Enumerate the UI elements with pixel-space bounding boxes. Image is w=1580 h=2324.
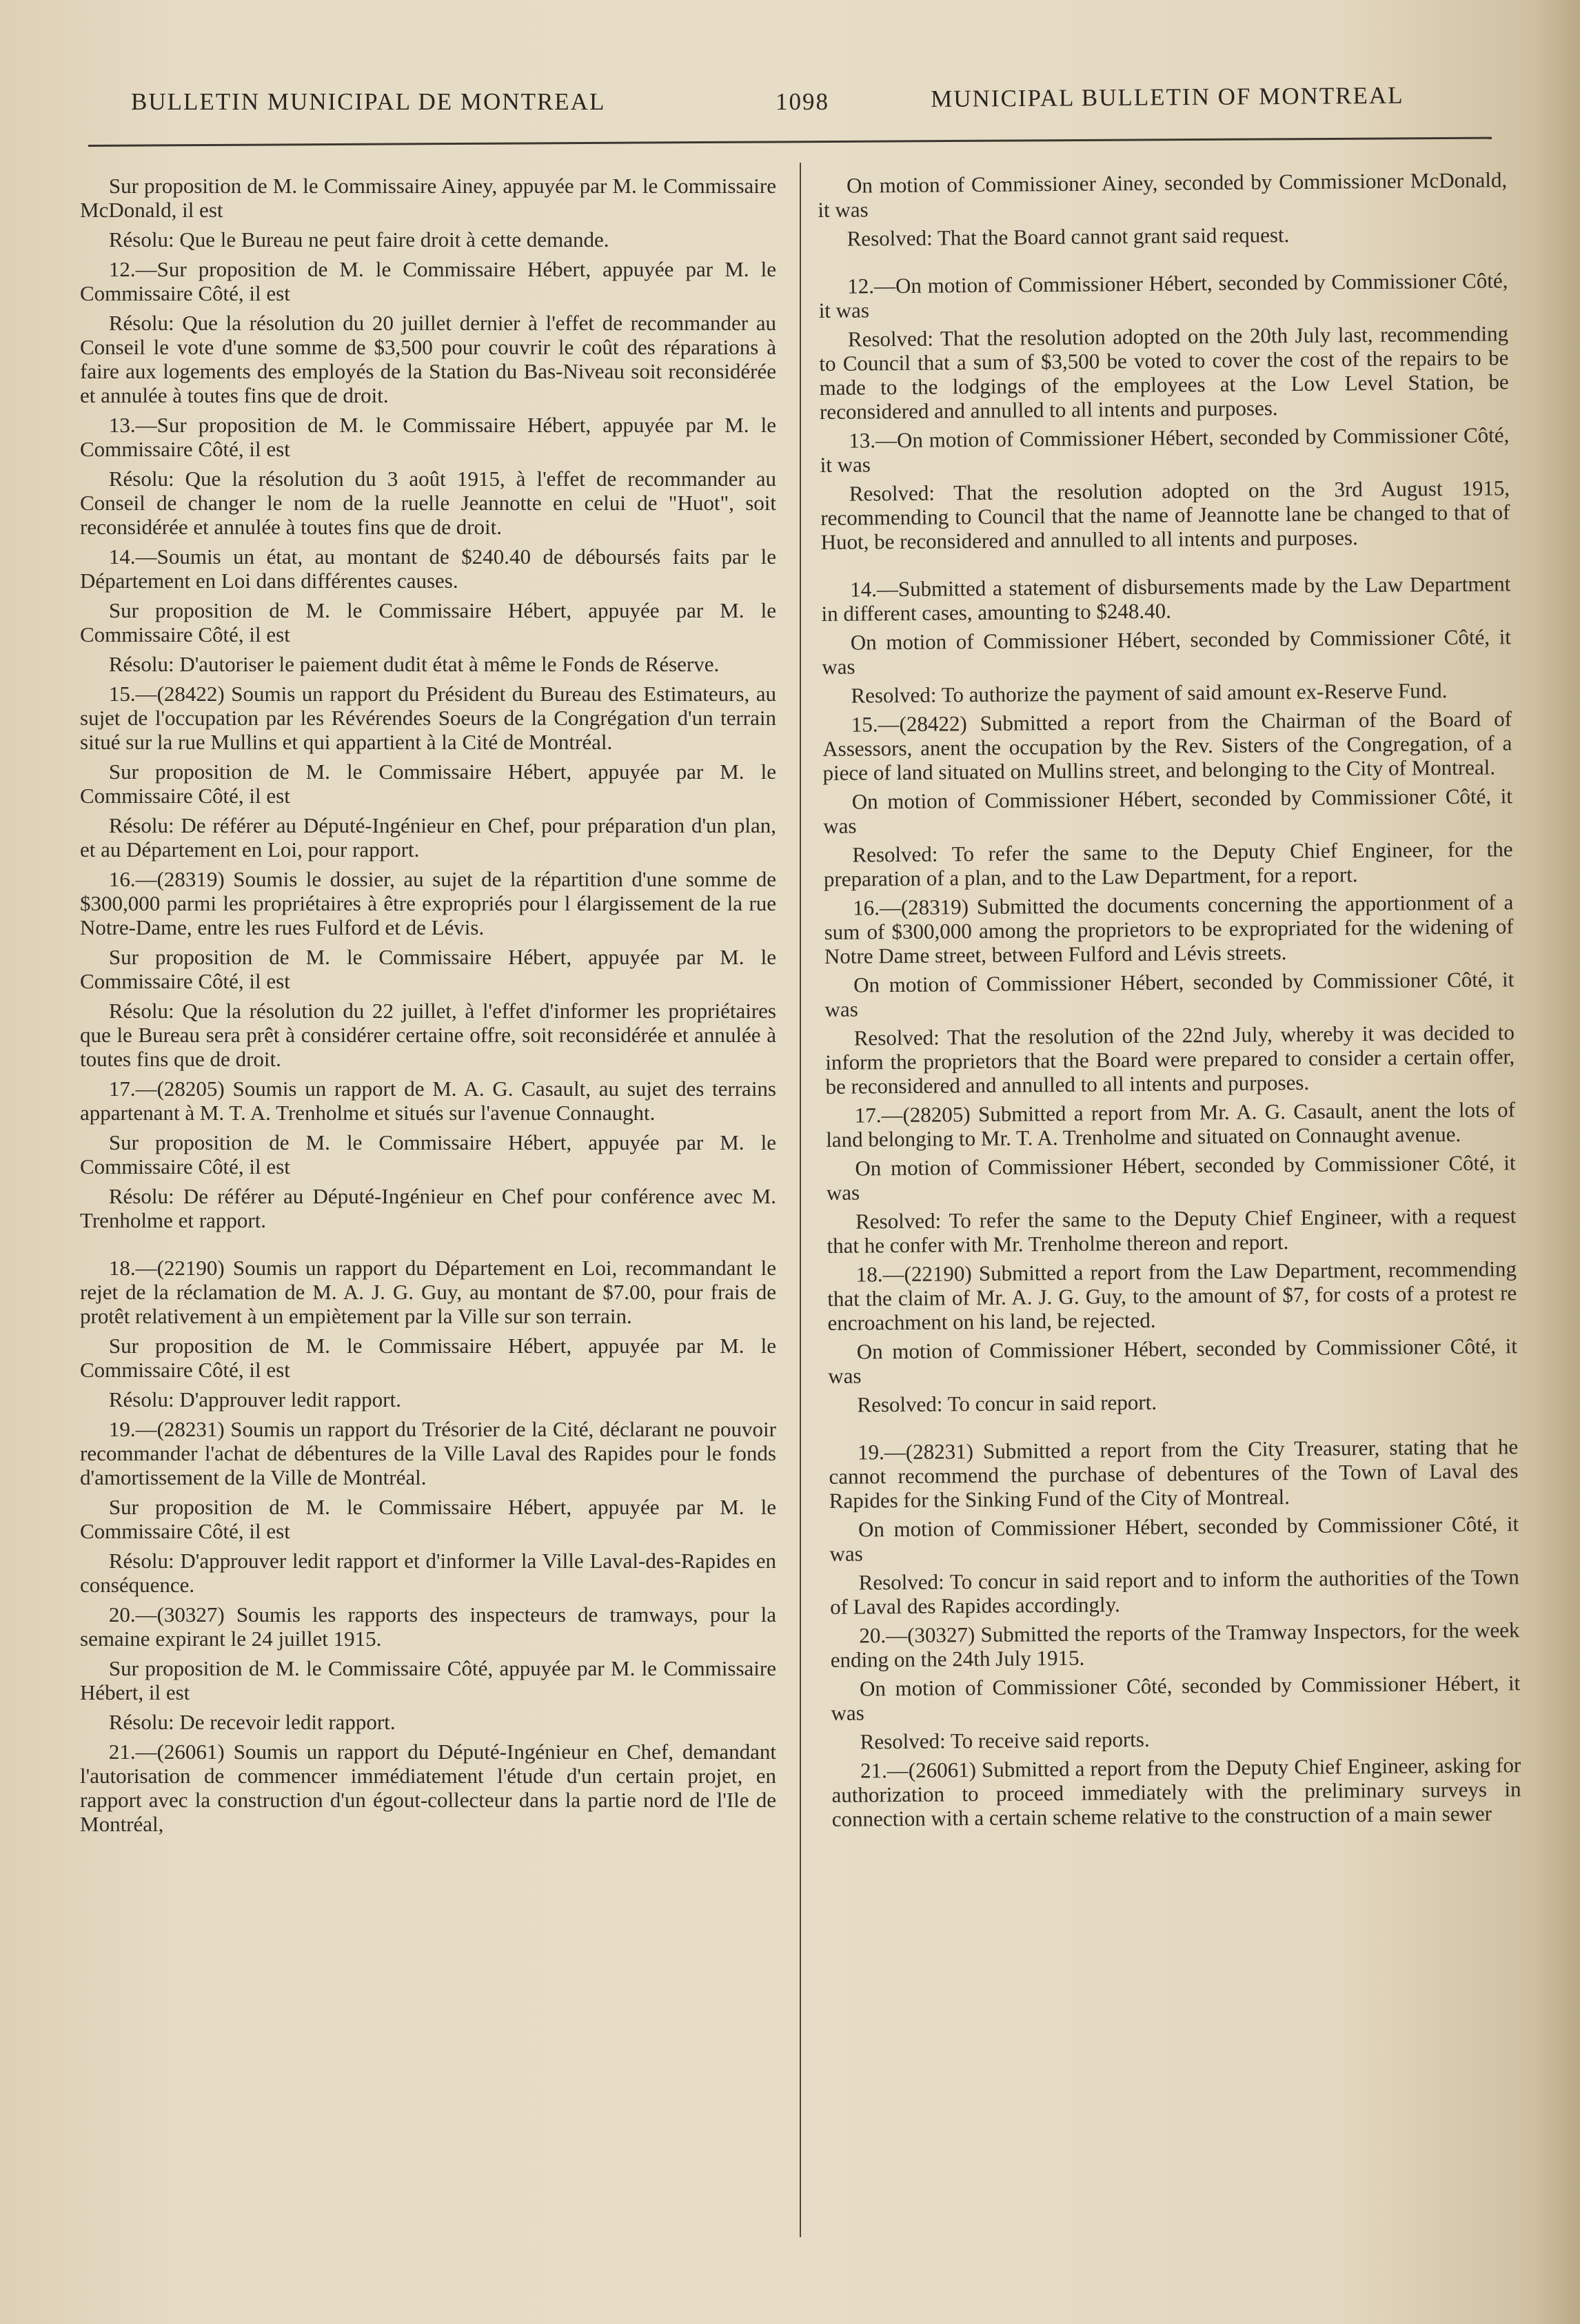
paragraph: Resolved: That the Board cannot grant said request. [847,223,1290,251]
paragraph: Résolu: Que la résolution du 20 juillet dernier à l'effet de recommander au Conseil le vote d'une somme de $3,500 pour couvrir le coût des réparations à faire aux logements des employés de la Station du Bas-Niveau soit reconsidérée et annulée à toutes fins que de droit. [80,311,776,407]
paragraph: Resolved: To refer the same to the Deputy Chief Engineer, with a request that he confer with Mr. Trenholme thereon and report. [827,1203,1517,1258]
paragraph: Résolu: De recevoir ledit rapport. [108,1710,396,1734]
header-rule [88,137,1492,147]
english-column [818,167,1521,1836]
paragraph: Sur proposition de M. le Commissaire Hébert, appuyée par M. le Commissaire Côté, il est [80,1495,776,1543]
paragraph: 12.—Sur proposition de M. le Commissaire Hébert, appuyée par M. le Commissaire Côté, il est [80,257,776,305]
paragraph: On motion of Commissioner Hébert, seconded by Commissioner Côté, it was [824,967,1515,1021]
paragraph: 21.—(26061) Submitted a report from the Deputy Chief Engineer, asking for authorization to proceed immediately with the preliminary surveys in connection with a certain scheme relative to the construction of a main sewer [831,1753,1521,1831]
paragraph: Résolu: De référer au Député-Ingénieur en Chef, pour préparation d'un plan, et au Département en Loi, pour rapport. [80,813,776,862]
paragraph: 19.—(28231) Soumis un rapport du Trésorier de la Cité, déclarant ne pouvoir recommander l'achat de débentures de la Ville Laval des Rapides pour le fonds d'amortissement de la Ville de Montréal. [80,1417,776,1489]
paragraph: Resolved: That the resolution adopted on the 3rd August 1915, recommending to Council that the name of Jeannotte lane be changed to that of Huot, be reconsidered and annulled to all intents and purposes. [820,476,1510,554]
paragraph: 20.—(30327) Soumis les rapports des inspecteurs de tramways, pour la semaine expirant le 24 juillet 1915. [80,1602,776,1651]
paragraph: On motion of Commissioner Ainey, seconded by Commissioner McDonald, it was [818,167,1508,222]
paragraph: 17.—(28205) Soumis un rapport de M. A. G. Casault, au sujet des terrains appartenant à M. T. A. Trenholme et situés sur l'avenue Connaught. [80,1077,776,1125]
paragraph: Resolved: To concur in said report and to inform the authorities of the Town of Laval des Rapides accordingly. [829,1564,1519,1619]
paragraph: Résolu: Que la résolution du 22 juillet, à l'effet d'informer les propriétaires que le Bureau sera prêt à considérer certaine offre, soit reconsidérée et annulée à toutes fins que de droit. [80,999,776,1071]
header-french-title: BULLETIN MUNICIPAL DE MONTREAL [131,88,606,115]
paragraph: Résolu: Que la résolution du 3 août 1915, à l'effet de recommander au Conseil de changer le nom de la ruelle Jeannotte en celui de "Huot", soit reconsidérée et annulée à toutes fins que de droit. [80,467,776,539]
paragraph: 12.—On motion of Commissioner Hébert, seconded by Commissioner Côté, it was [818,268,1508,323]
paragraph: Résolu: Que le Bureau ne peut faire droit à cette demande. [108,227,609,252]
paragraph: Resolved: That the resolution of the 22nd July, whereby it was decided to inform the proprietors that the Board were prepared to consider a certain offer, be reconsidered and annulled to all intents and purposes. [825,1020,1515,1099]
french-column [80,174,776,1842]
paragraph: On motion of Commissioner Hébert, seconded by Commissioner Côté, it was [828,1334,1518,1388]
paragraph: 15.—(28422) Submitted a report from the Chairman of the Board of Assessors, anent the occupation by the Rev. Sisters of the Congregation, of a piece of land situated on Mullins street, and belonging to the City of Montreal. [822,706,1512,785]
paragraph: Sur proposition de M. le Commissaire Ainey, appuyée par M. le Commissaire McDonald, il est [80,174,776,222]
paragraph: 18.—(22190) Soumis un rapport du Département en Loi, recommandant le rejet de la réclamation de M. A. J. G. Guy, au montant de $7.00, pour frais de protêt relativement à un empiètement par la Ville sur son terrain. [80,1256,776,1328]
paragraph: Resolved: To refer the same to the Deputy Chief Engineer, for the preparation of a plan, and to the Law Department, for a report. [823,837,1513,891]
paragraph: On motion of Commissioner Hébert, seconded by Commissioner Côté, it was [822,624,1512,679]
page-number: 1098 [776,88,829,115]
paragraph: 20.—(30327) Submitted the reports of the Tramway Inspectors, for the week ending on the 24th July 1915. [830,1618,1520,1672]
paragraph: 17.—(28205) Submitted a report from Mr. A. G. Casault, anent the lots of land belonging to Mr. T. A. Trenholme and situated on Connaught avenue. [826,1097,1516,1152]
paragraph: On motion of Commissioner Côté, seconded by Commissioner Hébert, it was [831,1671,1521,1725]
header-english-title: MUNICIPAL BULLETIN OF MONTREAL [931,81,1404,112]
paragraph: 13.—Sur proposition de M. le Commissaire Hébert, appuyée par M. le Commissaire Côté, il est [80,413,776,461]
paragraph: 16.—(28319) Soumis le dossier, au sujet de la répartition d'une somme de $300,000 parmi les propriétaires à être expropriés pour l élargissement de la rue Notre-Dame, entre les rues Fulford et de Lévis. [80,867,776,939]
paragraph: 13.—On motion of Commissioner Hébert, seconded by Commissioner Côté, it was [820,422,1510,477]
paragraph: On motion of Commissioner Hébert, seconded by Commissioner Côté, it was [829,1511,1519,1566]
paragraph: Sur proposition de M. le Commissaire Hébert, appuyée par M. le Commissaire Côté, il est [80,760,776,808]
paragraph: Sur proposition de M. le Commissaire Hébert, appuyée par M. le Commissaire Côté, il est [80,1334,776,1382]
paragraph: Sur proposition de M. le Commissaire Hébert, appuyée par M. le Commissaire Côté, il est [80,598,776,646]
paragraph: On motion of Commissioner Hébert, seconded by Commissioner Côté, it was [823,784,1513,838]
paragraph: Sur proposition de M. le Commissaire Côté, appuyée par M. le Commissaire Hébert, il est [80,1656,776,1704]
paragraph: 16.—(28319) Submitted the documents concerning the apportionment of a sum of $300,000 among the proprietors to be expropriated for the widening of Notre Dame street, between Fulford and Lévis streets. [824,890,1514,968]
paragraph: Résolu: De référer au Député-Ingénieur en Chef pour conférence avec M. Trenholme et rapport. [80,1184,776,1232]
paragraph: Resolved: To concur in said report. [857,1389,1157,1417]
paragraph: Sur proposition de M. le Commissaire Hébert, appuyée par M. le Commissaire Côté, il est [80,1130,776,1179]
column-divider [800,163,801,2237]
paragraph: Resolved: That the resolution adopted on the 20th July last, recommending to Council that a sum of $3,500 be voted to cover the cost of the repairs to be made to the lodgings of the employees at the Low Level Station, be reconsidered and annulled to all intents and purposes. [819,321,1509,424]
paragraph: Resolved: To receive said reports. [860,1726,1150,1754]
page-header [131,81,1482,130]
paragraph: 18.—(22190) Submitted a report from the Law Department, recommending that the claim of Mr. A. J. G. Guy, to the amount of $7, for costs of a protest re encroachment on his land, be rejected. [827,1256,1517,1335]
paragraph: Résolu: D'autoriser le paiement dudit état à même le Fonds de Réserve. [108,652,720,676]
paragraph: 14.—Submitted a statement of disbursements made by the Law Department in different cases, amounting to $248.40. [821,571,1511,626]
paragraph: On motion of Commissioner Hébert, seconded by Commissioner Côté, it was [826,1150,1516,1205]
paragraph: Sur proposition de M. le Commissaire Hébert, appuyée par M. le Commissaire Côté, il est [80,945,776,993]
paragraph: 19.—(28231) Submitted a report from the City Treasurer, stating that he cannot recommend the purchase of debentures of the Town of Laval des Rapides for the Sinking Fund of the City of Montreal. [829,1434,1519,1513]
paragraph: 15.—(28422) Soumis un rapport du Président du Bureau des Estimateurs, au sujet de l'occupation par les Révérendes Soeurs de la Congrégation d'un terrain situé sur la rue Mullins et qui appartient à la Cité de Montréal. [80,682,776,754]
paragraph: Résolu: D'approuver ledit rapport et d'informer la Ville Laval-des-Rapides en conséquence. [80,1549,776,1597]
paragraph: 21.—(26061) Soumis un rapport du Député-Ingénieur en Chef, demandant l'autorisation de commencer immédiatement l'étude d'un certain projet, en rapport avec la construction d'un égout-collecteur dans la partie nord de l'Ile de Montréal, [80,1740,776,1836]
paragraph: Résolu: D'approuver ledit rapport. [108,1387,401,1411]
paragraph: Resolved: To authorize the payment of said amount ex-Reserve Fund. [851,678,1448,708]
paragraph: 14.—Soumis un état, au montant de $240.40 de déboursés faits par le Département en Loi dans différentes causes. [80,544,776,593]
